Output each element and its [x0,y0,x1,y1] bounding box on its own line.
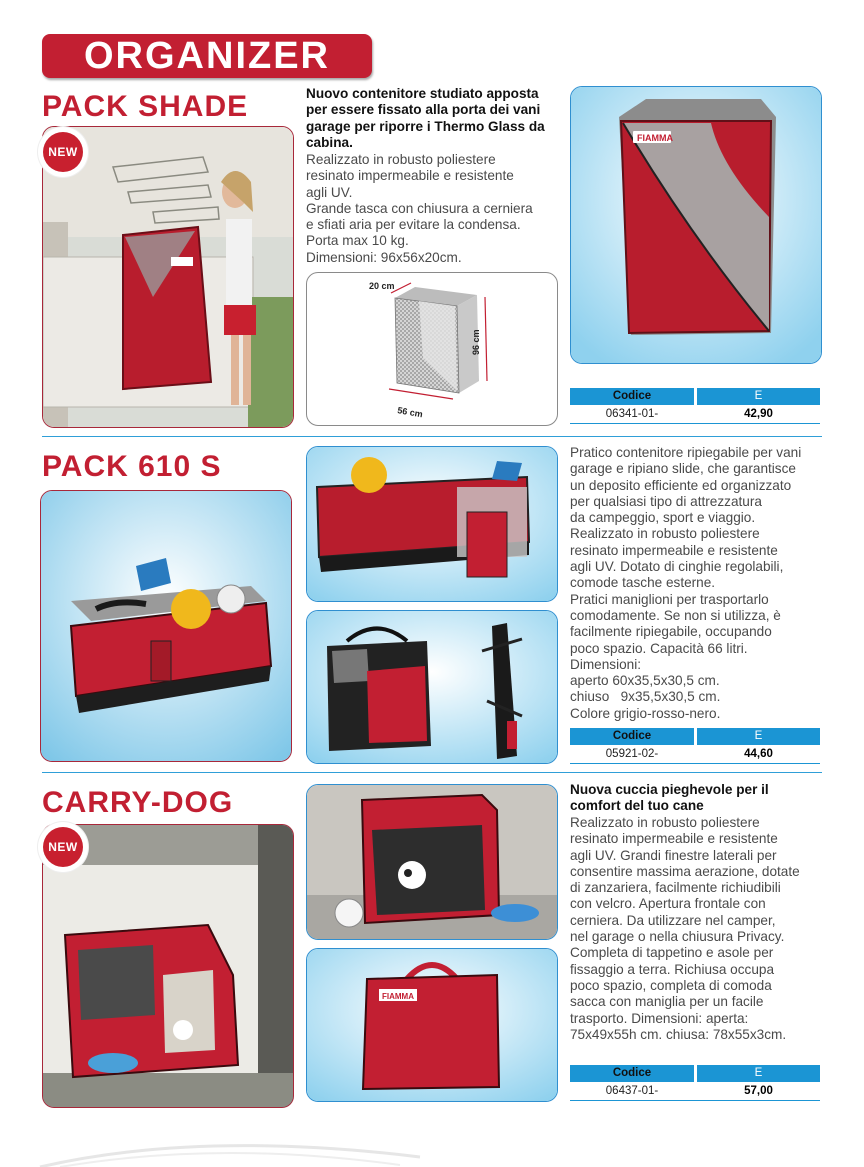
code-header: Codice [570,1065,694,1082]
carry-dog-lead: Nuova cuccia pieghevole per il comfort del tuo cane [570,782,769,814]
depth-label: 20 cm [369,281,395,291]
height-label: 96 cm [471,329,481,355]
pack-610-s-open-photo [306,446,558,602]
brand-label: FIAMMA [637,133,673,143]
new-badge: NEW [38,127,88,177]
code-header: Codice [570,728,694,745]
section-divider [42,772,822,773]
brand-label: FIAMMA [382,992,414,1001]
pack-shade-product-photo [570,86,822,364]
width-label: 56 cm [396,405,424,420]
pack-shade-description: Realizzato in robusto poliestere resinato impermeabile e resistente agli UV. Grande tasca con chiusura a cerniera e sfiati aria per evitare la condensa. Porta max 10 kg. Dimensioni: 96x56x20cm. [306,152,533,265]
product-price: 57,00 [744,1085,773,1097]
price-header: E [697,388,820,405]
pack-shade-lead: Nuovo contenitore studiato apposta per essere fissato alla porta dei vani garage per riporre i Thermo Glass da cabina. [306,86,545,150]
page-title: ORGANIZER [42,34,372,78]
product-price: 44,60 [744,748,773,760]
product-code: 06341-01- [605,408,659,420]
product-price: 42,90 [744,408,773,420]
carry-dog-open-photo [306,784,558,940]
carry-dog-photo [42,824,294,1108]
pack-610-s-photo [40,490,292,762]
carry-dog-price-table [570,1065,820,1101]
pack-610-s-description: Pratico contenitore ripiegabile per vani garage e ripiano slide, che garantisce un deposito efficiente ed organizzato per qualsiasi tipo di attrezzatura da campeggio, sport e viaggio. Realizzato in robusto poliestere resinato impermeabile e resistente agli UV. Dotato di cinghie regolabili, comode tasche esterne. Pratici maniglioni per trasportarlo comodamente. Se non si utilizza, è facilmente ripiegabile, occupando poco spazio. Capacità 66 litri. Dimensioni: aperto 60x35,5x30,5 cm. chiuso 9x35,5x30,5 cm. Colore grigio-rosso-nero. [570,445,802,721]
pack-shade-dimension-drawing [306,272,558,426]
price-header: E [697,728,820,745]
price-header: E [697,1065,820,1082]
code-header: Codice [570,388,694,405]
section-divider [42,436,822,437]
product-title-carry-dog: CARRY-DOG [42,786,234,819]
carry-dog-description: Realizzato in robusto poliestere resinato impermeabile e resistente agli UV. Grandi finestre laterali per consentire massima aerazione, dotate di zanzariera, facilmente richiudibili con velcro. Apertura frontale con cerniera. Da utilizzare nel camper, nel garage o nella chiusura Privacy. Completa di tappetino e asole per fissaggio a terra. Richiusa occupa poco spazio, completa di comoda sacca con maniglia per un facile trasporto. Dimensioni: aperta: 75x49x55h cm. chiusa: 78x55x3cm. [570,815,800,1042]
pack-610-s-price-table [570,728,820,764]
product-code: 06437-01- [605,1085,659,1097]
product-title-pack-610-s: PACK 610 S [42,450,222,483]
pack-610-s-folded-photo [306,610,558,764]
product-title-pack-shade: PACK SHADE [42,90,249,123]
decorative-swoosh [0,1135,864,1167]
new-badge: NEW [38,822,88,872]
carry-dog-bag-photo [306,948,558,1102]
pack-shade-price-table [570,388,820,424]
product-code: 05921-02- [605,748,659,760]
pack-shade-photo [42,126,294,428]
